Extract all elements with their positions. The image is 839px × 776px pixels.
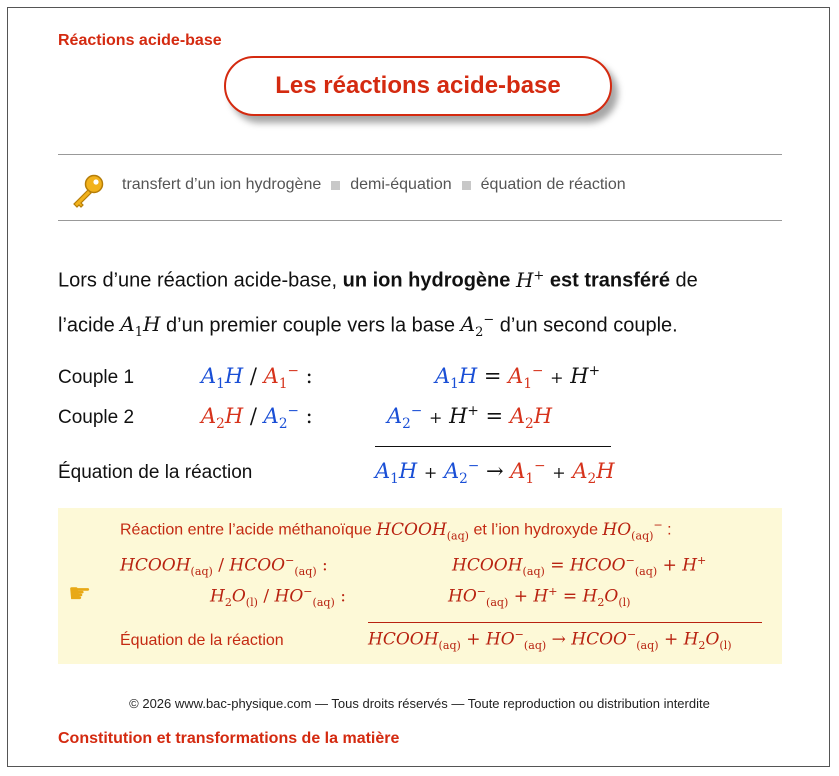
couple2-pair: $A_2H / A_2^-$ : <box>201 403 313 433</box>
example-couple1: $HCOOH_{(aq)}$ / $HCOO^-_{(aq)}$ : <box>120 554 328 579</box>
pointing-hand-icon: ☛ <box>68 578 92 608</box>
main-title: Les réactions acide-base <box>224 56 612 116</box>
keyword-item: transfert d’un ion hydrogène <box>122 176 322 193</box>
example-sum-line <box>368 622 762 623</box>
keyword-separator <box>462 181 471 190</box>
couple1-half-equation: $A_1H = A_1^- + H^+$ <box>435 363 601 393</box>
copyright-footer: © 2026 www.bac-physique.com — Tous droits réservés — Toute reproduction ou distribution interdite <box>129 696 710 711</box>
example-couple2: $H_2O_{(l)} / HO^-_{(aq)}$ : <box>210 585 346 610</box>
sum-line <box>375 446 611 447</box>
section-title: Réactions acide-base <box>58 32 222 49</box>
example-box <box>58 508 782 664</box>
example-half-equation-1: $HCOOH_{(aq)}$ = $HCOO^-_{(aq)} + H^+$ <box>452 554 707 579</box>
couple2-label: Couple 2 <box>58 407 135 428</box>
example-intro: Réaction entre l’acide méthanoïque $HCOOH_{(aq)}$ et l’ion hydroxyde $HO_{(aq)}^-$ : <box>120 518 672 543</box>
couple1-pair: $A_1H / A_1^-$ : <box>201 363 313 393</box>
couple2-half-equation: $A_2^- + H^+ = A_2H$ <box>387 403 553 433</box>
global-equation: $A_1H + A_2^- \to A_1^- + A_2H$ <box>375 458 615 488</box>
key-icon <box>68 171 108 216</box>
divider-top <box>58 154 782 155</box>
example-equation-label: Équation de la réaction <box>120 632 284 649</box>
keywords-bar <box>122 176 626 194</box>
couple1-label: Couple 1 <box>58 367 135 388</box>
keyword-item: demi-équation <box>350 176 452 193</box>
chapter-title: Constitution et transformations de la matière <box>58 730 400 747</box>
example-half-equation-2: $HO^-_{(aq)} + H^+ = H_2O_{(l)}$ <box>448 585 631 610</box>
divider-bottom <box>58 220 782 221</box>
keyword-item: équation de réaction <box>480 176 626 193</box>
intro-paragraph: Lors d’une réaction acide-base, un ion hydrogène H+ est transféré de l’acide $A_1H$ d’un premier couple vers la base $A_2^-$ d’un second couple. <box>58 267 698 341</box>
keyword-separator <box>331 181 340 190</box>
equation-label: Équation de la réaction <box>58 462 253 483</box>
page-frame <box>7 7 830 767</box>
example-global-equation: $HCOOH_{(aq)} + HO^-_{(aq)}$ → $HCOO^-_{(aq)} + H_2O_{(l)}$ <box>368 628 732 653</box>
